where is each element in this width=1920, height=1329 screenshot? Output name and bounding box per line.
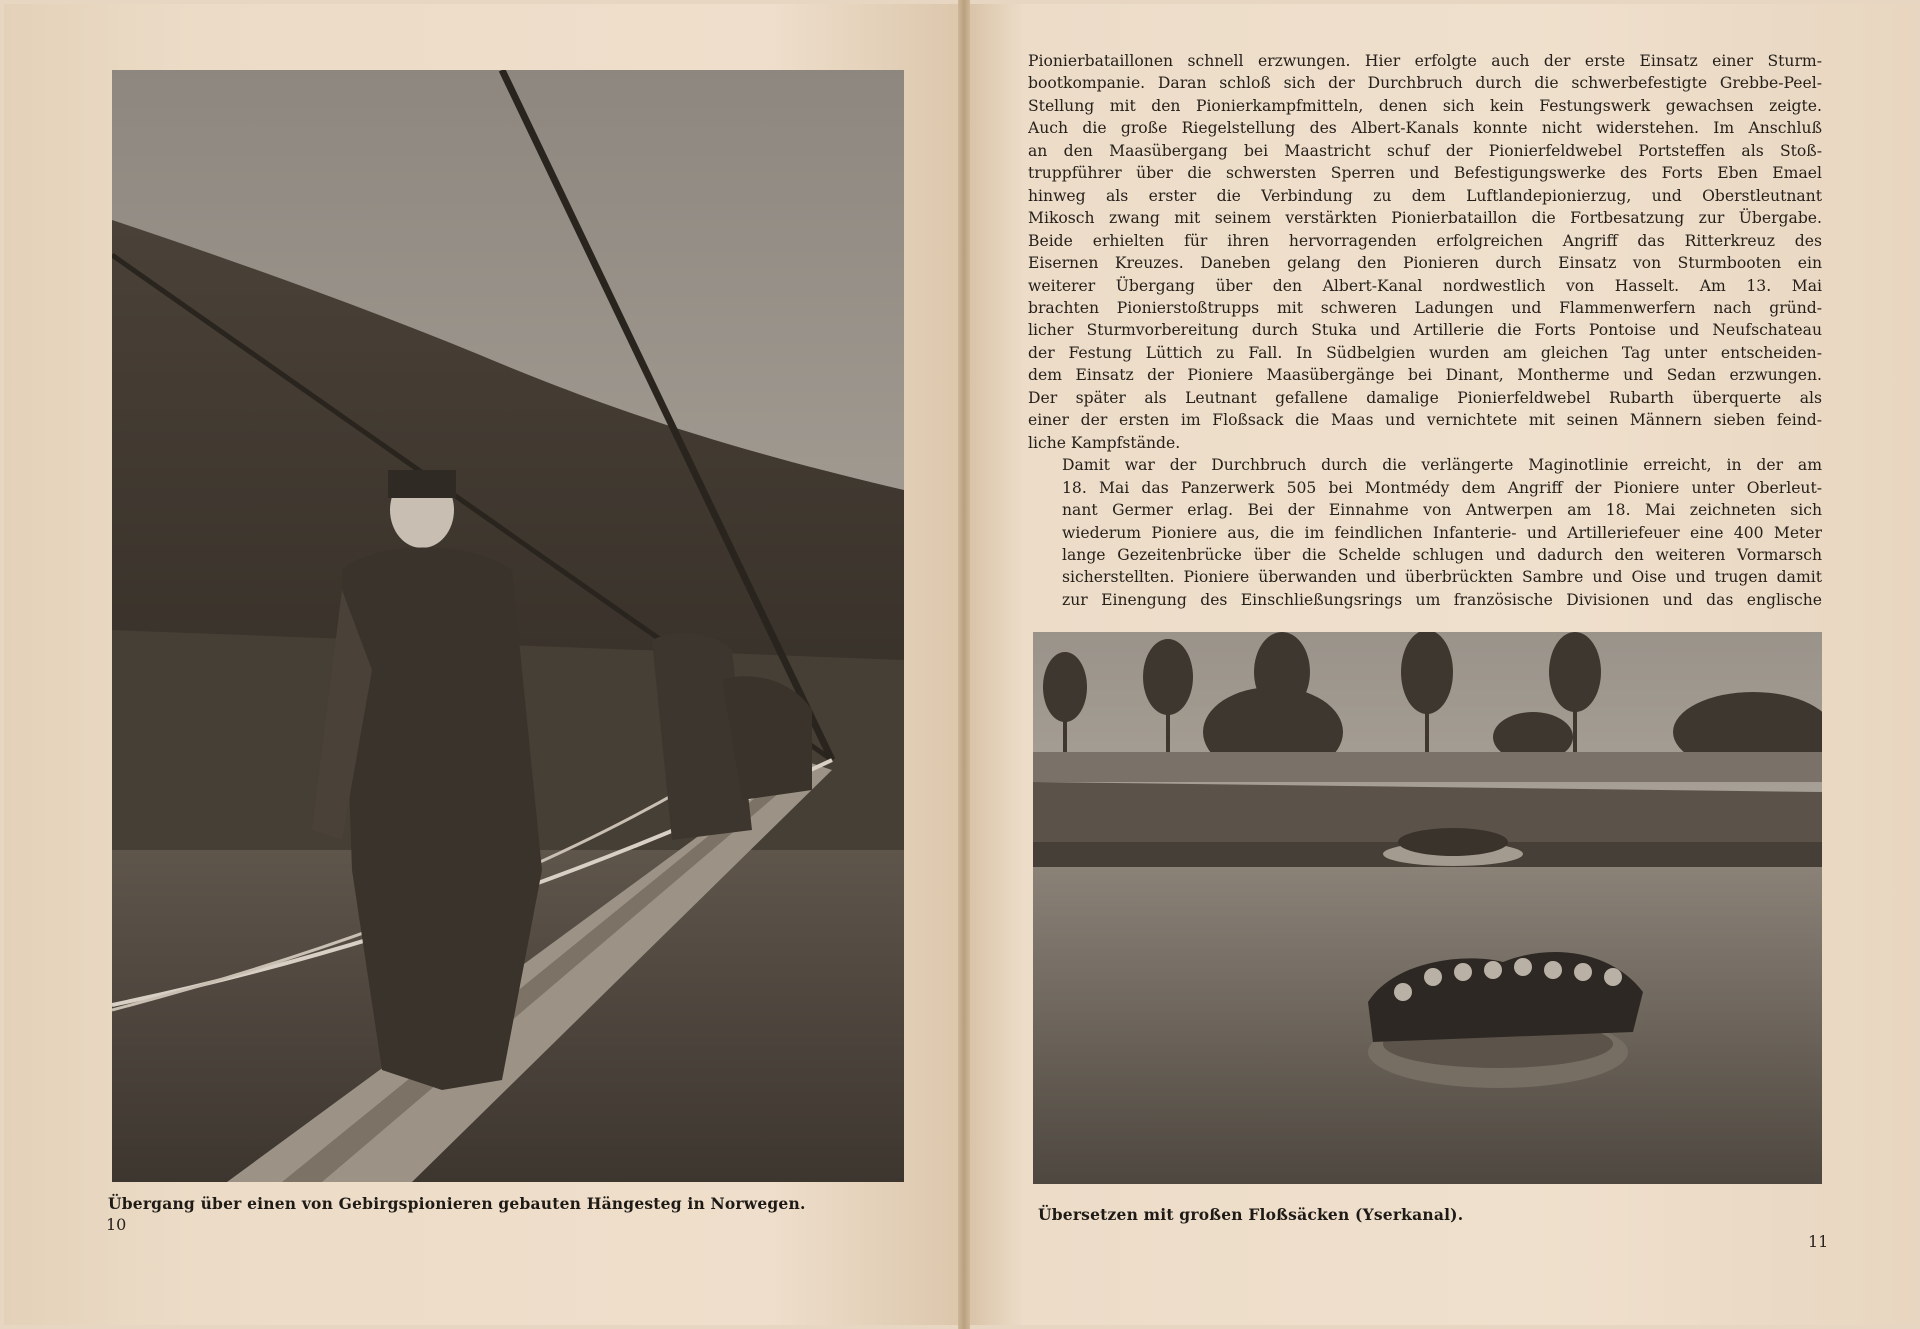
- text-line: Stellung mit den Pionierkampfmitteln, denen sich kein Festungswerk gewachsen zeigte.: [1028, 96, 1822, 115]
- text-line: zur Einengung des Einschließungsrings um französische Divisionen und das englische: [1062, 590, 1822, 609]
- text-line: liche Kampfstände.: [1028, 433, 1181, 452]
- text-line: bootkompanie. Daran schloß sich der Durchbruch durch die schwerbefestigte Grebbe-Peel-: [1028, 74, 1822, 93]
- text-line: an den Maasübergang bei Maastricht schuf der Pionierfeldwebel Portsteffen als Stoß-: [1028, 141, 1822, 160]
- text-line: lange Gezeitenbrücke über die Schelde schlugen und dadurch den weiteren Vormarsch: [1062, 545, 1822, 564]
- text-line: truppführer über die schwersten Sperren und Befestigungswerke des Forts Eben Emael: [1028, 164, 1822, 183]
- photo-canal-crossing: [1033, 632, 1822, 1184]
- text-line: Eisernen Kreuzes. Daneben gelang den Pionieren durch Einsatz von Sturmbooten ein: [1028, 254, 1822, 273]
- photo-caption-right: Übersetzen mit großen Floßsäcken (Yserkanal).: [1038, 1205, 1464, 1224]
- text-line: Mikosch zwang mit seinem verstärkten Pionierbataillon die Fortbesatzung zur Übergabe.: [1028, 209, 1822, 228]
- text-line: 18. Mai das Panzerwerk 505 bei Montmédy dem Angriff der Pioniere unter Oberleut-: [1062, 478, 1822, 497]
- text-line: Pionierbataillonen schnell erzwungen. Hier erfolgte auch der erste Einsatz einer Sturm-: [1028, 52, 1822, 70]
- photo-suspension-bridge: [112, 70, 904, 1182]
- page-number-left: 10: [106, 1215, 127, 1234]
- text-line: brachten Pionierstoßtrupps mit schweren Ladungen und Flammenwerfern nach gründ-: [1028, 298, 1822, 317]
- text-line: nant Germer erlag. Bei der Einnahme von Antwerpen am 18. Mai zeichneten sich: [1062, 501, 1822, 520]
- text-line: licher Sturmvorbereitung durch Stuka und Artillerie die Forts Pontoise und Neufschateau: [1028, 321, 1822, 340]
- book-gutter: [958, 0, 970, 1329]
- text-line: Damit war der Durchbruch durch die verlängerte Maginotlinie erreicht, in der am: [1062, 456, 1822, 475]
- text-line: Auch die große Riegelstellung des Albert-Kanals konnte nicht widerstehen. Im Anschluß: [1028, 119, 1822, 138]
- paragraph-1: [1028, 50, 1822, 454]
- text-line: weiterer Übergang über den Albert-Kanal nordwestlich von Hasselt. Am 13. Mai: [1028, 276, 1822, 295]
- photo-suspension-bridge-image: [112, 70, 904, 1182]
- text-line: hinweg als erster die Verbindung zu dem Luftlandepionierzug, und Oberstleutnant: [1028, 186, 1822, 205]
- page-number-right: 11: [1808, 1232, 1829, 1251]
- paragraph-2: [1028, 454, 1822, 611]
- photo-caption-left: Übergang über einen von Gebirgspionieren gebauten Hängesteg in Norwegen.: [108, 1194, 806, 1213]
- text-line: dem Einsatz der Pioniere Maasübergänge bei Dinant, Montherme und Sedan erzwungen.: [1028, 366, 1822, 385]
- text-line: wiederum Pioniere aus, die im feindlichen Infanterie- und Artilleriefeuer eine 400 Meter: [1062, 523, 1822, 542]
- text-line: Beide erhielten für ihren hervorragenden erfolgreichen Angriff das Ritterkreuz des: [1028, 231, 1822, 250]
- text-line: sicherstellten. Pioniere überwanden und überbrückten Sambre und Oise und trugen damit: [1062, 568, 1822, 587]
- text-line: der Festung Lüttich zu Fall. In Südbelgien wurden am gleichen Tag unter entscheiden-: [1028, 343, 1822, 362]
- text-line: einer der ersten im Floßsack die Maas und vernichtete mit seinen Männern sieben feind-: [1028, 411, 1822, 430]
- photo-canal-crossing-image: [1033, 632, 1822, 1184]
- text-line: Der später als Leutnant gefallene damalige Pionierfeldwebel Rubarth überquerte als: [1028, 388, 1822, 407]
- body-text: [1028, 50, 1822, 611]
